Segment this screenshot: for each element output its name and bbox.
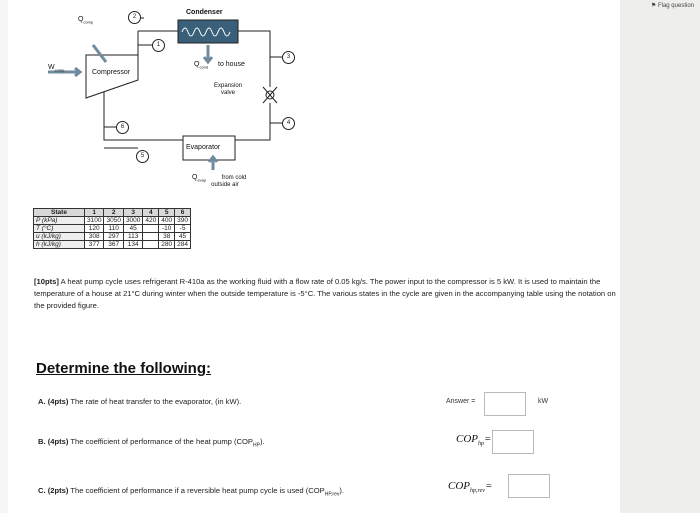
table-cell: 367 bbox=[104, 241, 123, 249]
from-cold-outside-air-label: from cold outside air bbox=[211, 175, 247, 188]
answer-c-input[interactable] bbox=[508, 474, 550, 498]
table-cell: -5 bbox=[175, 225, 191, 233]
table-cell: -10 bbox=[159, 225, 175, 233]
table-cell: 45 bbox=[123, 225, 142, 233]
table-cell bbox=[143, 225, 159, 233]
table-cell: 120 bbox=[85, 225, 104, 233]
table-row bbox=[34, 241, 191, 249]
table-cell: 134 bbox=[123, 241, 142, 249]
table-cell bbox=[143, 241, 159, 249]
table-header-cell: 6 bbox=[175, 209, 191, 217]
table-cell: 377 bbox=[85, 241, 104, 249]
state-table bbox=[33, 208, 191, 249]
q-comp-label: $Q_{comp}$ bbox=[78, 16, 94, 25]
state-marker-3: 3 bbox=[282, 51, 295, 64]
table-cell: 3000 bbox=[123, 217, 142, 225]
section-heading: Determine the following: bbox=[36, 360, 212, 377]
q-cond-label: $Q_{cond}$ bbox=[194, 61, 209, 70]
row-label: h (kJ/kg) bbox=[34, 241, 85, 249]
table-row bbox=[34, 225, 191, 233]
row-label: u (kJ/kg) bbox=[34, 233, 85, 241]
state-marker-2: 2 bbox=[128, 11, 141, 24]
state-marker-1: 1 bbox=[152, 39, 165, 52]
row-label: P (kPa) bbox=[34, 217, 85, 225]
table-header-cell: 4 bbox=[143, 209, 159, 217]
table-cell: 308 bbox=[85, 233, 104, 241]
state-marker-5: 5 bbox=[136, 150, 149, 163]
w-comp-label: $W_{comp}$ bbox=[48, 64, 65, 73]
table-row bbox=[34, 217, 191, 225]
table-cell: 390 bbox=[175, 217, 191, 225]
sidebar bbox=[620, 0, 700, 513]
compressor-shape bbox=[86, 55, 138, 98]
q-cond-arrow bbox=[204, 45, 212, 62]
to-house-label: to house bbox=[218, 61, 245, 68]
answer-a-unit: kW bbox=[538, 398, 549, 405]
table-header-cell: 2 bbox=[104, 209, 123, 217]
flag-icon: ⚑ bbox=[650, 3, 657, 9]
q-evap-arrow bbox=[209, 157, 217, 170]
answer-a-input[interactable] bbox=[484, 392, 526, 416]
table-cell: 284 bbox=[175, 241, 191, 249]
question-c: C. (2pts) The coefficient of performance if a reversible heat pump cycle is used $(COP_{HP,rev})$. bbox=[38, 486, 344, 498]
compressor-label: Compressor bbox=[92, 69, 131, 76]
row-label: T (°C) bbox=[34, 225, 85, 233]
table-header-row bbox=[34, 209, 191, 217]
condenser-label: Condenser bbox=[186, 9, 223, 16]
evaporator-label: Evaporator bbox=[186, 144, 221, 151]
state-marker-6: 6 bbox=[116, 121, 129, 134]
table-header-cell: State bbox=[34, 209, 85, 217]
table-cell bbox=[143, 233, 159, 241]
flag-question-label: Flag question bbox=[657, 3, 694, 9]
answer-b-input[interactable] bbox=[492, 430, 534, 454]
table-cell: 45 bbox=[175, 233, 191, 241]
table-header-cell: 1 bbox=[85, 209, 104, 217]
table-header-cell: 5 bbox=[159, 209, 175, 217]
heat-pump-diagram bbox=[8, 0, 628, 205]
cycle-schematic bbox=[8, 0, 628, 205]
condenser-coil bbox=[178, 20, 238, 43]
table-cell: 280 bbox=[159, 241, 175, 249]
table-cell: 113 bbox=[123, 233, 142, 241]
question-a: A. (4pts) The rate of heat transfer to the evaporator, (in kW). bbox=[38, 397, 242, 406]
table-cell: 297 bbox=[104, 233, 123, 241]
table-cell: 3100 bbox=[85, 217, 104, 225]
table-row bbox=[34, 233, 191, 241]
q-evap-label: $Q_{evap}$ bbox=[192, 174, 207, 183]
state-marker-4: 4 bbox=[282, 117, 295, 130]
answer-a-label: Answer = bbox=[446, 398, 476, 405]
table-cell: 400 bbox=[159, 217, 175, 225]
table-cell: 3050 bbox=[104, 217, 123, 225]
problem-points: [10pts] bbox=[34, 277, 59, 286]
question-page bbox=[8, 0, 620, 513]
problem-statement bbox=[34, 276, 624, 312]
table-cell: 38 bbox=[159, 233, 175, 241]
question-b: B. (4pts) The coefficient of performance of the heat pump $(COP_{HP})$. bbox=[38, 437, 265, 449]
flag-question-link[interactable] bbox=[651, 2, 694, 9]
table-cell: 110 bbox=[104, 225, 123, 233]
problem-text: A heat pump cycle uses refrigerant R-410a as the working fluid with a flow rate of 0.05 kg/s. The power input to the compressor is 5 kW. It is used to maintain the temperature of a house at 21°C during winter when the outside temperature is -5°C. The various states in the cycle are given in the accompanying table using the notation on the provided figure. bbox=[34, 277, 616, 310]
table-cell: 420 bbox=[143, 217, 159, 225]
expansion-valve-label: Expansion valve bbox=[214, 83, 243, 96]
table-header-cell: 3 bbox=[123, 209, 142, 217]
cop-hp-rev-label: $COP_{hp,rev}=$ bbox=[448, 480, 493, 495]
cop-hp-label: $COP_{hp}=$ bbox=[456, 433, 492, 448]
